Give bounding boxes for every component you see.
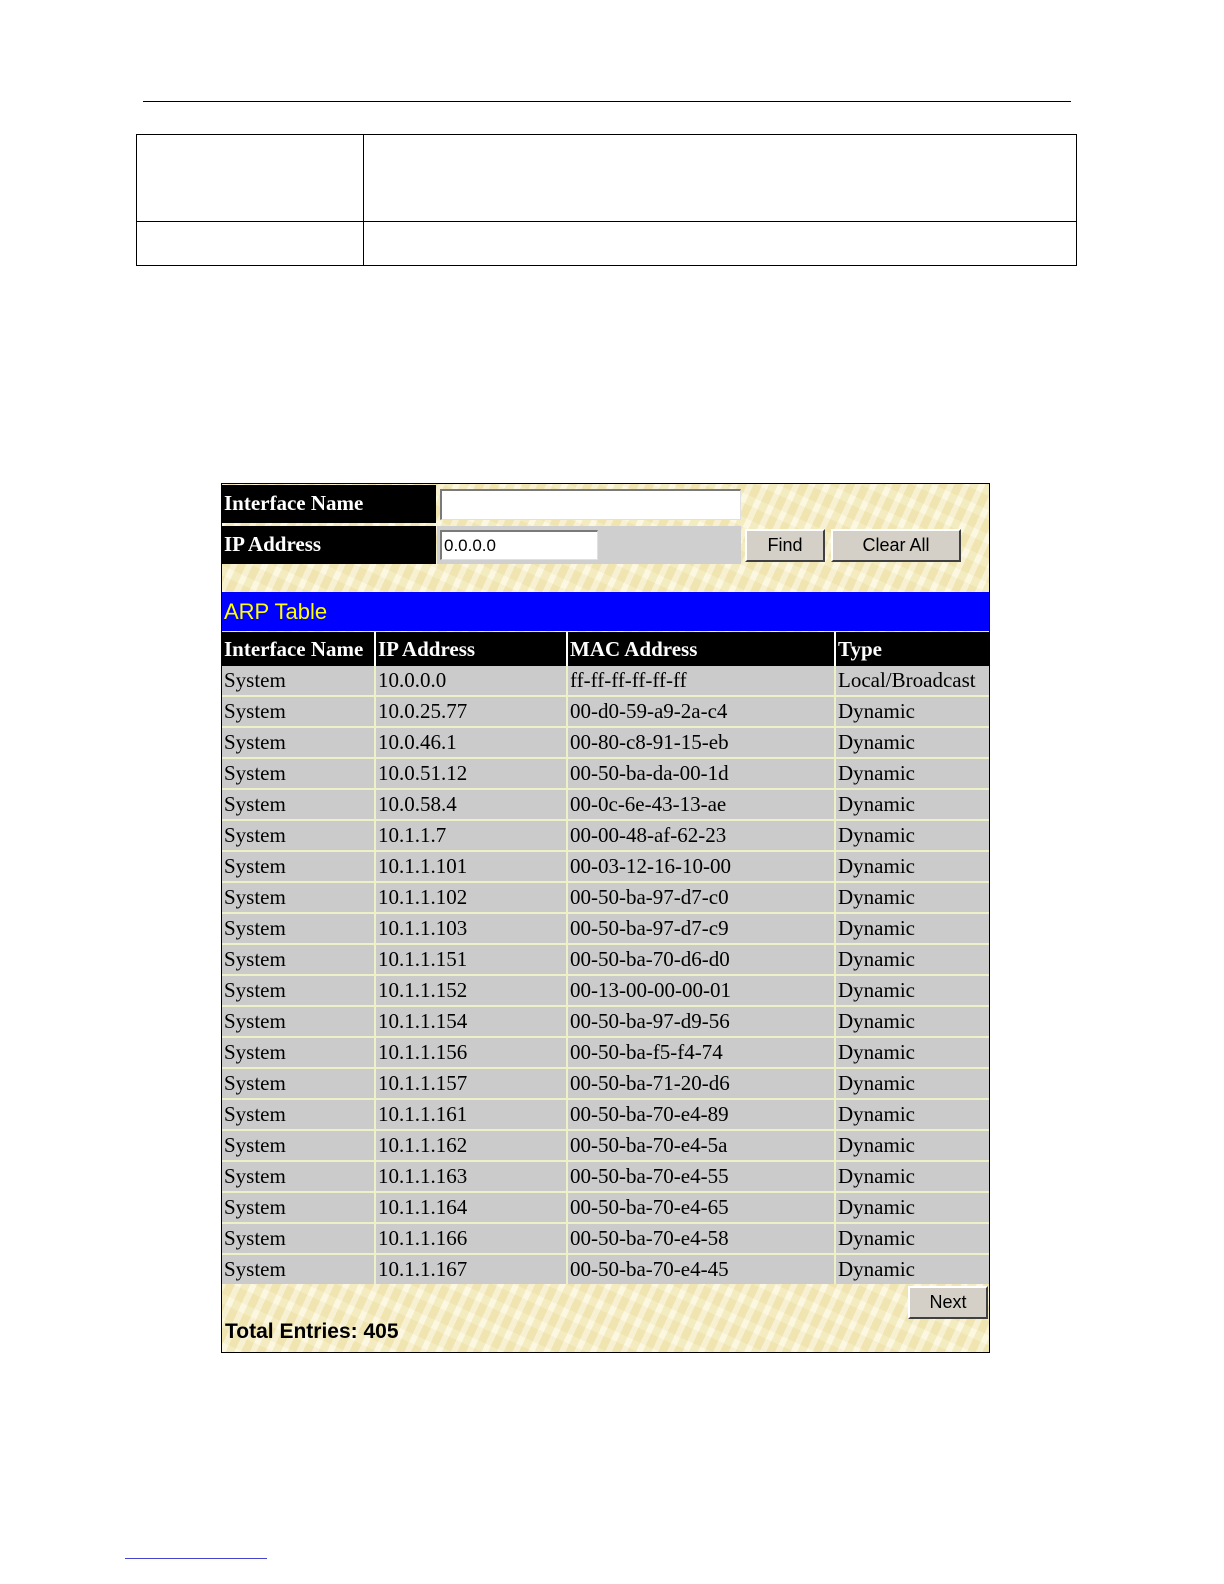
mac-address-cell: 00-50-ba-97-d7-c9 — [567, 913, 835, 944]
interface-name-cell: System — [222, 1099, 375, 1130]
interface-name-cell: System — [222, 1192, 375, 1223]
mac-address-cell: 00-50-ba-70-d6-d0 — [567, 944, 835, 975]
table-row — [222, 1037, 989, 1068]
mac-address-cell: ff-ff-ff-ff-ff-ff — [567, 666, 835, 696]
table-row — [222, 913, 989, 944]
arp-table-header-row — [222, 632, 989, 666]
type-cell: Dynamic — [835, 696, 989, 727]
ip-address-cell: 10.1.1.101 — [375, 851, 567, 882]
ip-address-cell: 10.1.1.162 — [375, 1130, 567, 1161]
type-cell: Dynamic — [835, 1223, 989, 1254]
ip-address-cell: 10.1.1.164 — [375, 1192, 567, 1223]
type-cell: Dynamic — [835, 727, 989, 758]
table-row — [222, 1223, 989, 1254]
table-row — [222, 1192, 989, 1223]
mac-address-cell: 00-50-ba-97-d7-c0 — [567, 882, 835, 913]
interface-name-cell: System — [222, 758, 375, 789]
mac-address-cell: 00-50-ba-70-e4-58 — [567, 1223, 835, 1254]
interface-name-cell: System — [222, 820, 375, 851]
ip-address-input[interactable] — [440, 530, 598, 560]
ip-address-cell: 10.1.1.167 — [375, 1254, 567, 1284]
interface-name-cell: System — [222, 1161, 375, 1192]
type-cell: Dynamic — [835, 944, 989, 975]
table-row — [222, 1161, 989, 1192]
interface-name-cell: System — [222, 882, 375, 913]
type-cell: Dynamic — [835, 820, 989, 851]
mac-address-cell: 00-50-ba-70-e4-65 — [567, 1192, 835, 1223]
interface-name-cell: System — [222, 1006, 375, 1037]
interface-name-cell: System — [222, 975, 375, 1006]
clear-all-button[interactable]: Clear All — [831, 529, 961, 562]
type-cell: Dynamic — [835, 1099, 989, 1130]
ip-address-cell: 10.0.51.12 — [375, 758, 567, 789]
ip-address-cell: 10.0.58.4 — [375, 789, 567, 820]
footer-link-underline — [125, 1558, 267, 1559]
type-cell: Dynamic — [835, 913, 989, 944]
ip-address-cell: 10.0.25.77 — [375, 696, 567, 727]
mac-address-cell: 00-50-ba-71-20-d6 — [567, 1068, 835, 1099]
interface-name-cell: System — [222, 1223, 375, 1254]
table-row — [222, 1068, 989, 1099]
mac-address-cell: 00-00-48-af-62-23 — [567, 820, 835, 851]
ip-address-cell: 10.1.1.7 — [375, 820, 567, 851]
interface-name-cell: System — [222, 944, 375, 975]
table-row — [222, 851, 989, 882]
parameter-description-cell — [364, 135, 1077, 222]
table-row — [222, 975, 989, 1006]
type-cell: Dynamic — [835, 1254, 989, 1284]
ip-address-cell: 10.1.1.151 — [375, 944, 567, 975]
interface-name-cell: System — [222, 1254, 375, 1284]
parameter-name-cell — [137, 135, 364, 222]
table-row — [222, 1099, 989, 1130]
find-button[interactable]: Find — [745, 529, 825, 562]
table-row — [222, 696, 989, 727]
ip-address-cell: 10.1.1.157 — [375, 1068, 567, 1099]
ip-address-cell: 10.0.46.1 — [375, 727, 567, 758]
ip-address-cell: 10.1.1.156 — [375, 1037, 567, 1068]
table-row — [222, 882, 989, 913]
mac-address-cell: 00-03-12-16-10-00 — [567, 851, 835, 882]
next-button[interactable]: Next — [908, 1286, 988, 1319]
table-row — [222, 666, 989, 696]
ip-address-cell: 10.1.1.154 — [375, 1006, 567, 1037]
ip-address-cell: 10.0.0.0 — [375, 666, 567, 696]
mac-address-cell: 00-80-c8-91-15-eb — [567, 727, 835, 758]
type-cell: Dynamic — [835, 851, 989, 882]
table-row — [222, 1006, 989, 1037]
arp-table-screenshot — [221, 483, 990, 1353]
type-cell: Dynamic — [835, 882, 989, 913]
interface-name-cell: System — [222, 1037, 375, 1068]
mac-address-cell: 00-13-00-00-00-01 — [567, 975, 835, 1006]
table-row — [222, 727, 989, 758]
table-row — [222, 1254, 989, 1284]
type-cell: Dynamic — [835, 758, 989, 789]
type-cell: Dynamic — [835, 975, 989, 1006]
interface-name-cell: System — [222, 913, 375, 944]
mac-address-cell: 00-50-ba-97-d9-56 — [567, 1006, 835, 1037]
mac-address-cell: 00-0c-6e-43-13-ae — [567, 789, 835, 820]
table-row — [222, 1130, 989, 1161]
table-row — [222, 944, 989, 975]
parameter-description-cell — [364, 222, 1077, 266]
table-row — [222, 820, 989, 851]
column-header-type: Type — [835, 632, 989, 666]
ip-address-cell: 10.1.1.102 — [375, 882, 567, 913]
interface-name-input[interactable] — [440, 489, 741, 520]
header-rule — [143, 101, 1071, 102]
column-header-mac-address: MAC Address — [567, 632, 835, 666]
interface-name-label: Interface Name — [222, 485, 436, 523]
arp-table — [222, 632, 989, 1284]
mac-address-cell: 00-50-ba-70-e4-45 — [567, 1254, 835, 1284]
type-cell: Dynamic — [835, 1006, 989, 1037]
interface-name-cell: System — [222, 851, 375, 882]
ip-address-cell: 10.1.1.163 — [375, 1161, 567, 1192]
type-cell: Dynamic — [835, 1068, 989, 1099]
interface-name-cell: System — [222, 696, 375, 727]
ip-address-cell: 10.1.1.166 — [375, 1223, 567, 1254]
mac-address-cell: 00-50-ba-70-e4-55 — [567, 1161, 835, 1192]
type-cell: Dynamic — [835, 1161, 989, 1192]
interface-name-cell: System — [222, 727, 375, 758]
type-cell: Dynamic — [835, 789, 989, 820]
type-cell: Dynamic — [835, 1037, 989, 1068]
table-row — [222, 789, 989, 820]
mac-address-cell: 00-50-ba-f5-f4-74 — [567, 1037, 835, 1068]
ip-address-cell: 10.1.1.152 — [375, 975, 567, 1006]
interface-name-cell: System — [222, 1130, 375, 1161]
column-header-ip-address: IP Address — [375, 632, 567, 666]
total-entries: Total Entries: 405 — [225, 1320, 399, 1343]
mac-address-cell: 00-50-ba-70-e4-89 — [567, 1099, 835, 1130]
interface-name-cell: System — [222, 666, 375, 696]
interface-name-cell: System — [222, 1068, 375, 1099]
parameter-table — [136, 134, 1077, 266]
mac-address-cell: 00-d0-59-a9-2a-c4 — [567, 696, 835, 727]
ip-address-label: IP Address — [222, 526, 436, 564]
mac-address-cell: 00-50-ba-da-00-1d — [567, 758, 835, 789]
type-cell: Dynamic — [835, 1192, 989, 1223]
ip-address-cell: 10.1.1.103 — [375, 913, 567, 944]
ip-address-cell: 10.1.1.161 — [375, 1099, 567, 1130]
type-cell: Dynamic — [835, 1130, 989, 1161]
mac-address-cell: 00-50-ba-70-e4-5a — [567, 1130, 835, 1161]
parameter-name-cell — [137, 222, 364, 266]
column-header-interface-name: Interface Name — [222, 632, 375, 666]
parameter-row — [137, 135, 1077, 222]
arp-table-title: ARP Table — [222, 592, 989, 631]
parameter-row — [137, 222, 1077, 266]
type-cell: Local/Broadcast — [835, 666, 989, 696]
table-row — [222, 758, 989, 789]
interface-name-cell: System — [222, 789, 375, 820]
